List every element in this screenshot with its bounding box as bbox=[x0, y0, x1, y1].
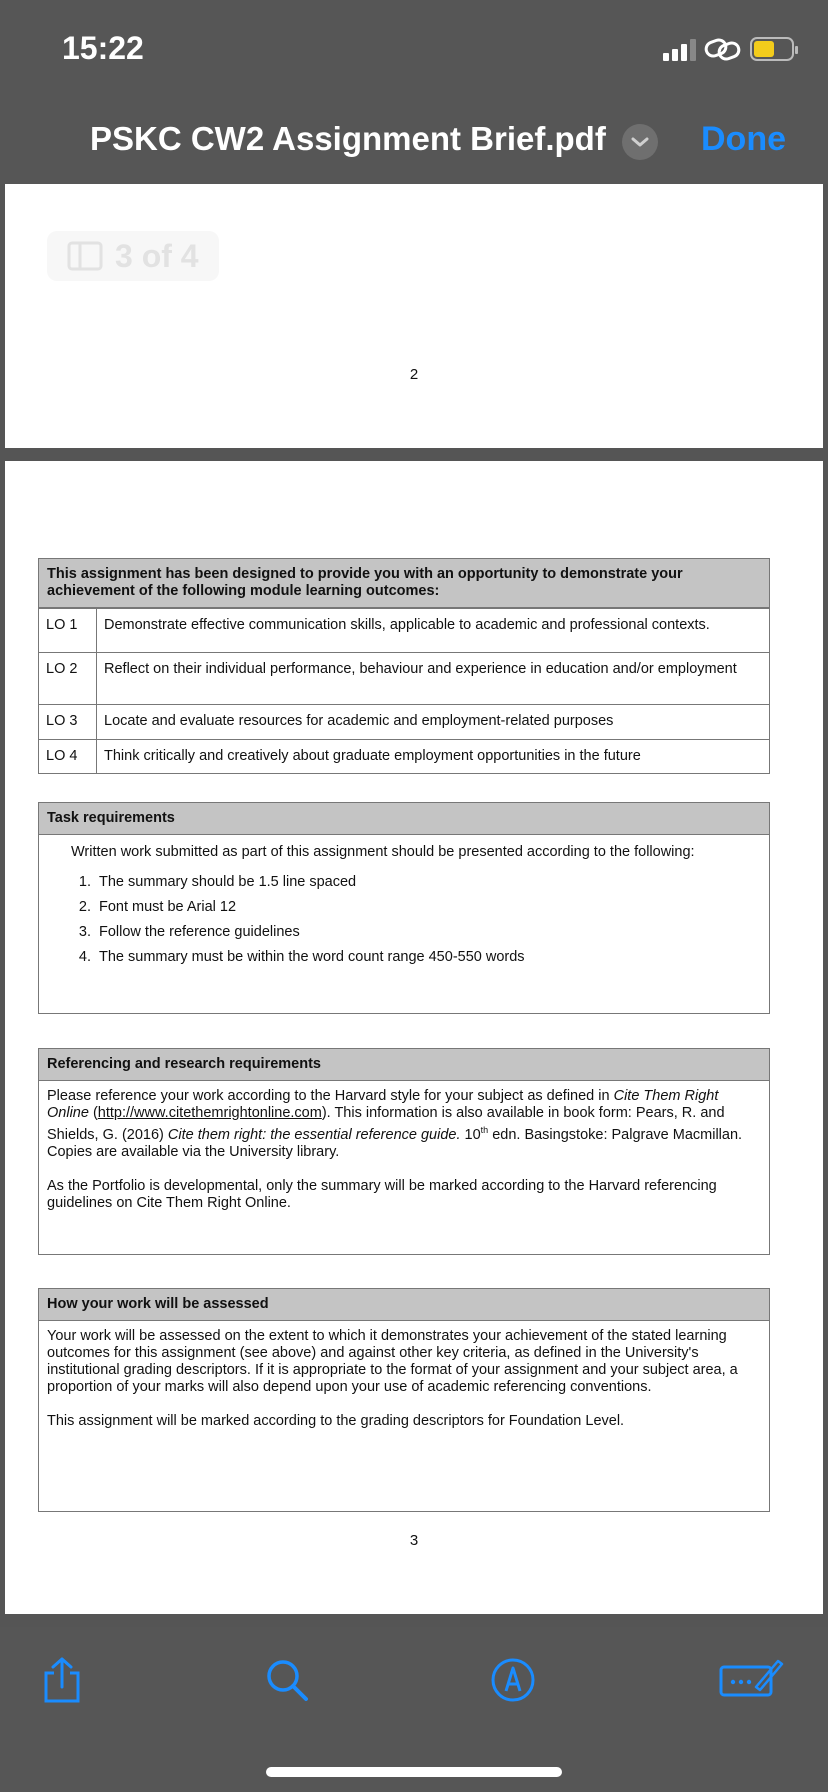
learning-outcomes-header: This assignment has been designed to provide you with an opportunity to demonstrate your achievement of the following module learning outcomes: bbox=[39, 559, 769, 608]
nav-bar bbox=[0, 110, 828, 170]
table-row bbox=[39, 704, 769, 739]
assessment-paragraph-1: Your work will be assessed on the extent to which it demonstrates your achievement of the stated learning outcomes for this assignment (see above) and against other key criteria, as defined in the University's institutional grading descriptors. If it is appropriate to the format of your assignment and your subject area, a proportion of your marks will also depend upon your use of academic referencing conventions. bbox=[47, 1328, 738, 1395]
list-item: 3. Follow the reference guidelines bbox=[95, 924, 769, 940]
referencing-paragraph-2: As the Portfolio is developmental, only the summary will be marked according to the Harvard referencing guidelines on Cite Them Right Online. bbox=[47, 1177, 717, 1211]
page-number: 3 bbox=[409, 1532, 419, 1549]
link-icon bbox=[704, 36, 742, 62]
done-button[interactable]: Done bbox=[701, 120, 786, 158]
status-icons bbox=[663, 34, 794, 64]
lo-id: LO 4 bbox=[39, 740, 97, 773]
page-number: 2 bbox=[409, 366, 419, 383]
lo-id: LO 2 bbox=[39, 653, 97, 704]
referencing-paragraph-1: Please reference your work according to the Harvard style for your subject as defined in Cite Them Right Online (http://www.citethemrightonline.com). This information is also available in book form: Pears, R. and Shields, G. (2016) Cite them right: the essential reference guide. 10th edn. Basingstoke: Palgrave Macmillan. Copies are available via the University library. bbox=[47, 1088, 743, 1160]
pdf-page-2 bbox=[5, 184, 823, 448]
pdf-page-3 bbox=[5, 461, 823, 1614]
sign-icon[interactable] bbox=[718, 1655, 784, 1699]
task-intro: Written work submitted as part of this assignment should be presented according to the following: bbox=[71, 844, 695, 860]
chevron-down-icon[interactable] bbox=[622, 124, 658, 160]
status-time: 15:22 bbox=[62, 30, 144, 66]
page-indicator-text: 3 of 4 bbox=[115, 237, 199, 274]
assessment-box bbox=[38, 1288, 770, 1512]
table-row bbox=[39, 608, 769, 652]
list-item: 4. The summary must be within the word count range 450-550 words bbox=[95, 949, 769, 965]
assessment-paragraph-2: This assignment will be marked according to the grading descriptors for Foundation Level. bbox=[47, 1413, 625, 1429]
task-requirements-box bbox=[38, 802, 770, 1014]
cellular-signal-icon bbox=[663, 37, 696, 61]
table-row bbox=[39, 652, 769, 704]
citethemright-link[interactable]: http://www.citethemrightonline.com bbox=[97, 1105, 322, 1121]
page-indicator bbox=[47, 231, 219, 281]
bottom-toolbar bbox=[0, 1627, 828, 1792]
lo-text: Reflect on their individual performance, behaviour and experience in education and/or employment bbox=[104, 661, 737, 677]
lo-id: LO 3 bbox=[39, 705, 97, 739]
task-requirements-header: Task requirements bbox=[39, 803, 769, 835]
markup-icon[interactable] bbox=[490, 1657, 536, 1703]
table-row bbox=[39, 739, 769, 773]
task-list bbox=[39, 874, 769, 965]
referencing-box bbox=[38, 1048, 770, 1255]
page-thumbnail-icon bbox=[67, 241, 103, 271]
top-bar bbox=[0, 0, 828, 184]
lo-text: Demonstrate effective communication skills, applicable to academic and professional contexts. bbox=[104, 617, 710, 633]
share-icon[interactable] bbox=[40, 1655, 84, 1705]
list-item: 1. The summary should be 1.5 line spaced bbox=[95, 874, 769, 890]
learning-outcomes-table bbox=[38, 558, 770, 774]
assessment-header: How your work will be assessed bbox=[39, 1289, 769, 1321]
search-icon[interactable] bbox=[264, 1657, 310, 1703]
referencing-header: Referencing and research requirements bbox=[39, 1049, 769, 1081]
list-item: 2. Font must be Arial 12 bbox=[95, 899, 769, 915]
lo-text: Think critically and creatively about graduate employment opportunities in the future bbox=[104, 748, 641, 764]
lo-text: Locate and evaluate resources for academic and employment-related purposes bbox=[104, 713, 614, 729]
battery-icon bbox=[750, 37, 794, 61]
document-title[interactable]: PSKC CW2 Assignment Brief.pdf bbox=[90, 120, 606, 157]
lo-id: LO 1 bbox=[39, 609, 97, 652]
home-indicator[interactable] bbox=[266, 1767, 562, 1777]
